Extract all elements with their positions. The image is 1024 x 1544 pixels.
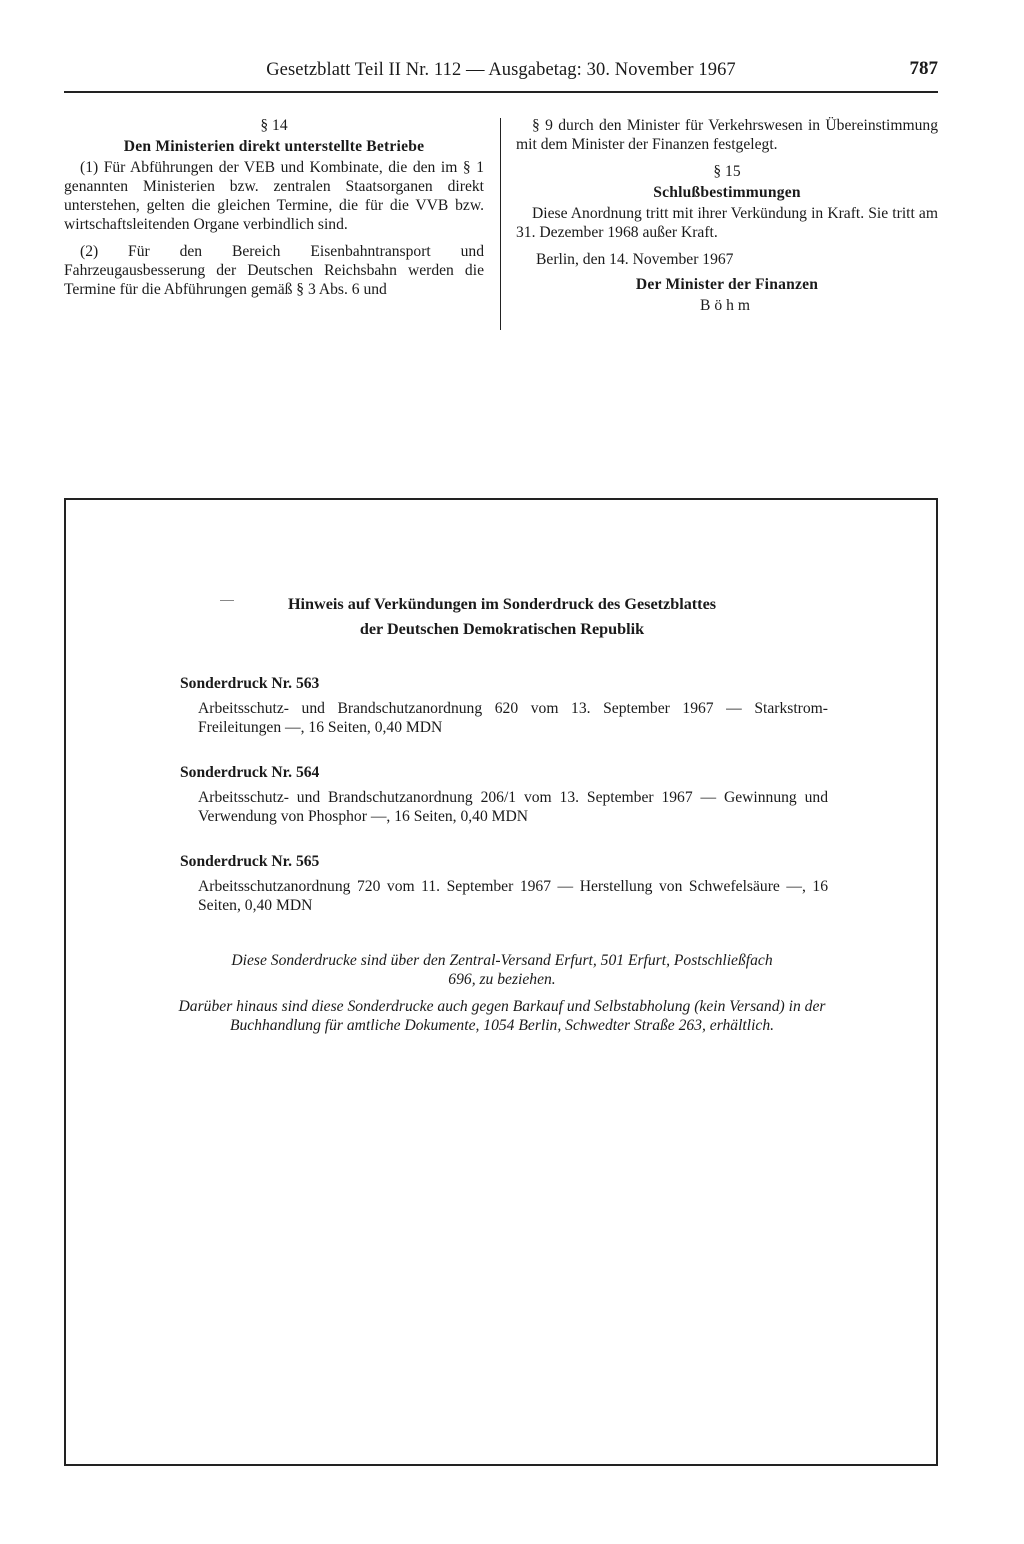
paragraph-14-1: (1) Für Abführungen der VEB und Kombinate, die den im § 1 genannten Ministerien bzw. zentralen Staatsorganen direkt unterstehen, gelten die gleichen Termine, die für die VVB bzw. wirtschaftsleitenden Organe verbindlich sind. <box>64 159 484 233</box>
page-header <box>64 56 938 92</box>
paragraph-15-body: Diese Anordnung tritt mit ihrer Verkündung in Kraft. Sie tritt am 31. Dezember 1968 außer Kraft. <box>516 205 938 241</box>
ordering-note: Diese Sonderdrucke sind über den Zentral-Versand Erfurt, 501 Erfurt, Postschließfach 696, zu beziehen. <box>231 952 773 988</box>
sonderdruck-565-title: Sonderdruck Nr. 565 <box>180 853 320 870</box>
sonderdruck-563-text: Arbeitsschutz- und Brandschutzanordnung 620 vom 13. September 1967 — Starkstrom-Freileitungen —, 16 Seiten, 0,40 MDN <box>198 700 828 736</box>
paragraph-14-2: (2) Für den Bereich Eisenbahntransport und Fahrzeugausbesserung der Deutschen Reichsbahn werden die Termine für die Abführungen gemäß § 3 Abs. 6 und <box>64 243 484 298</box>
notice-content <box>176 592 828 1035</box>
notice-heading <box>176 592 828 642</box>
paragraph-14-continuation: § 9 durch den Minister für Verkehrswesen in Übereinstimmung mit dem Minister der Finanzen festgelegt. <box>516 117 938 153</box>
notice-heading-line-1: Hinweis auf Verkündungen im Sonderdruck des Gesetzblattes <box>287 595 717 613</box>
signer-name: Böhm <box>699 297 755 314</box>
right-column <box>516 116 938 315</box>
left-column <box>64 116 484 299</box>
section-title-final-provisions: Schlußbestimmungen <box>653 184 801 201</box>
header-rule <box>64 91 938 93</box>
purchase-note: Darüber hinaus sind diese Sonderdrucke auch gegen Barkauf und Selbstabholung (kein Versand) in der Buchhandlung für amtliche Dokumente, 1054 Berlin, Schwedter Straße 263, erhältlich. <box>178 998 826 1034</box>
page-number: 787 <box>909 58 938 79</box>
paragraph-number-14: § 14 <box>260 117 288 134</box>
signer-title: Der Minister der Finanzen <box>635 276 819 293</box>
sonderdruck-565-text: Arbeitsschutzanordnung 720 vom 11. September 1967 — Herstellung von Schwefelsäure —, 16 Seiten, 0,40 MDN <box>198 878 828 914</box>
sonderdruck-564-title: Sonderdruck Nr. 564 <box>180 764 320 781</box>
sonderdruck-563-title: Sonderdruck Nr. 563 <box>180 675 320 692</box>
header-title: Gesetzblatt Teil II Nr. 112 — Ausgabetag: 30. November 1967 <box>266 60 736 80</box>
section-title-ministries: Den Ministerien direkt unterstellte Betriebe <box>123 138 425 155</box>
special-print-notice-box <box>64 498 938 1466</box>
column-divider <box>500 118 501 330</box>
sonderdruck-564-text: Arbeitsschutz- und Brandschutzanordnung 206/1 vom 13. September 1967 — Gewinnung und Verwendung von Phosphor —, 16 Seiten, 0,40 MDN <box>198 789 828 825</box>
notice-heading-line-2: der Deutschen Demokratischen Republik <box>359 620 645 638</box>
paragraph-number-15: § 15 <box>713 163 741 180</box>
place-and-date: Berlin, den 14. November 1967 <box>536 251 734 268</box>
